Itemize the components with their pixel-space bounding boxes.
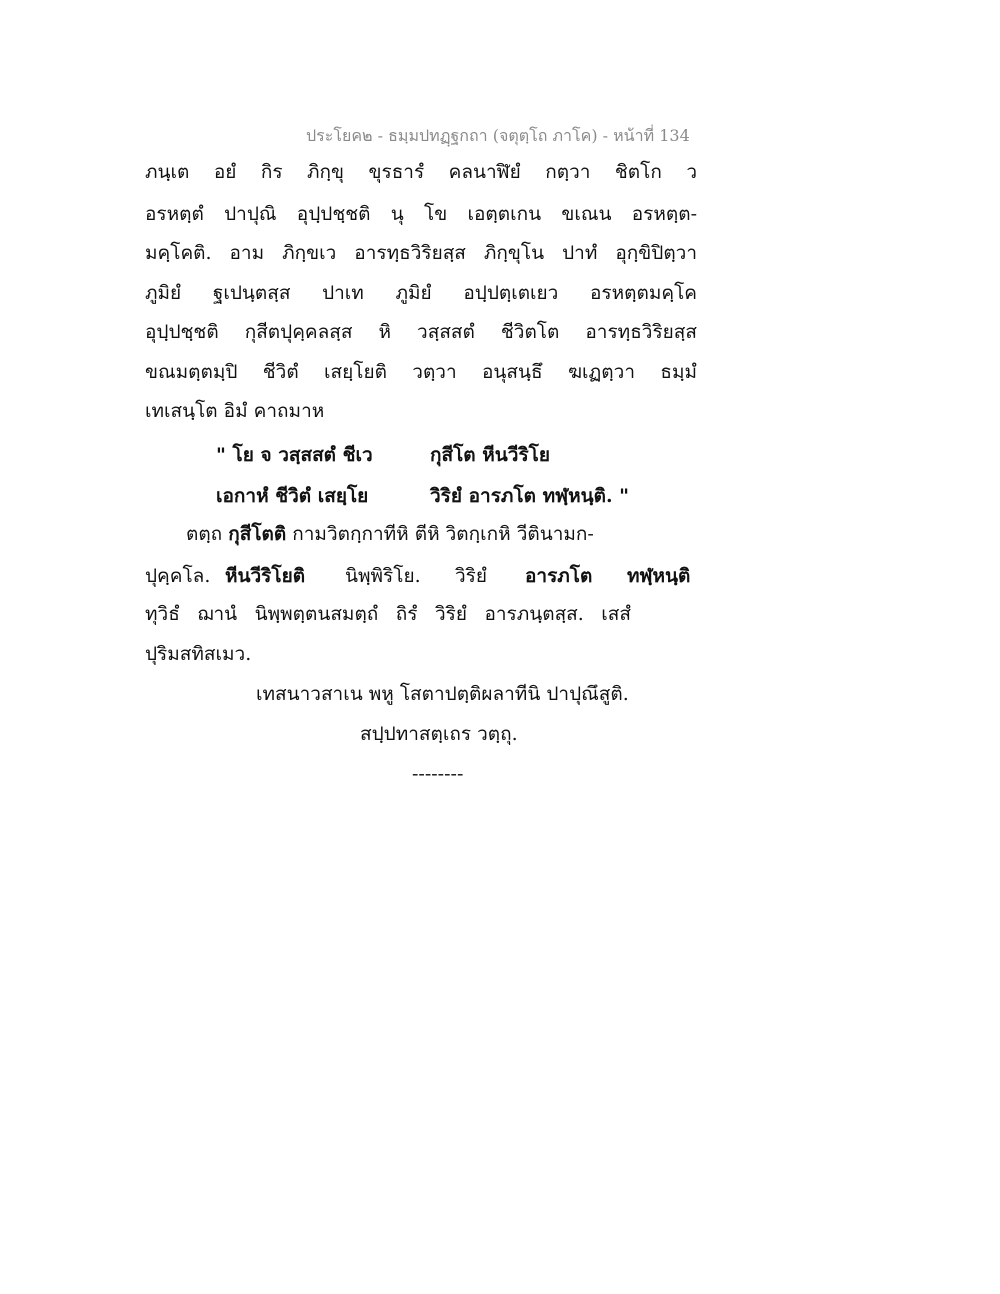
verse-line-1-second-half: กุสีโต หีนวีริโย <box>430 444 550 466</box>
term-hinaviriyo: หีนวีริโยติ <box>225 565 306 587</box>
paragraph1-line-3: มคฺโคติ. อาม ภิกฺขเว อารทฺธวิริยสฺส ภิกฺขุโน ปาทํ อุกฺขิปิตฺวา <box>145 242 697 264</box>
verse-line-2-second-half: วิริยํ อารภโต ทฬฺหนฺติ. " <box>430 485 630 507</box>
paragraph1-line-6: ขณมตฺตมฺปิ ชีวิตํ เสยฺโยติ วตฺวา อนุสนฺธึ ฆเฏตฺวา ธมฺมํ <box>145 361 697 383</box>
paragraph1-line-7: เทเสนฺโต อิมํ คาถมาห <box>145 400 325 422</box>
paragraph1-line-5: อุปฺปชฺชติ กุสีตปุคฺคลสฺส หิ วสฺสสตํ ชีวิตโต อารทฺธวิริยสฺส <box>145 321 697 343</box>
term-kusito: กุสีโตติ <box>228 523 287 545</box>
paragraph2-text: นิพฺพิริโย. <box>345 565 421 587</box>
paragraph2-text: ตตฺถ <box>186 523 229 545</box>
paragraph1-line-4: ภูมิยํ ฐเปนฺตสฺส ปาเท ภูมิยํ อปฺปตฺเตเยว อรหตฺตมคฺโค <box>145 282 697 304</box>
term-arabhato: อารภโต <box>525 565 593 587</box>
page-header: ประโยค๒ - ธมฺมปทฏฺฐกถา (จตุตฺโถ ภาโค) - หน้าที่ 134 <box>306 126 690 145</box>
paragraph2-line-4: ปุริมสทิสเมว. <box>145 643 252 665</box>
paragraph1-line-2: อรหตฺตํ ปาปุณิ อุปฺปชฺชติ นุ โข เอตฺตเกน ขเณน อรหตฺต- <box>145 203 697 225</box>
paragraph2-text: วิริยํ <box>455 565 488 587</box>
paragraph2-line-1 <box>186 522 594 546</box>
separator: -------- <box>412 763 464 785</box>
term-dalhanti: ทฬฺหนฺติ <box>627 565 691 587</box>
closing-line: เทสนาวสาเน พหู โสตาปตฺติผลาทีนิ ปาปุณึสูติ. <box>256 683 629 705</box>
paragraph2-text: กามวิตกฺกาทีหิ ตีหิ วิตกฺเกหิ วีตินามก- <box>286 523 594 545</box>
paragraph2-line-3: ทุวิธํ ฌานํ นิพฺพตฺตนสมตฺถํ ถิรํ วิริยํ อารภนฺตสฺส. เสสํ <box>145 603 631 625</box>
paragraph2-text: ปุคฺคโล. <box>145 565 211 587</box>
verse-line-1-first-half: " โย จ วสฺสสตํ ชีเว <box>216 444 373 466</box>
story-title: สปฺปทาสตฺเถร วตฺถุ. <box>360 723 518 745</box>
paragraph1-line-1: ภนฺเต อยํ กิร ภิกฺขุ ขุรธารํ คลนาฬิยํ กตฺวา ชิตโก ว <box>145 161 697 183</box>
verse-line-2-first-half: เอกาหํ ชีวิตํ เสยฺโย <box>216 485 369 507</box>
